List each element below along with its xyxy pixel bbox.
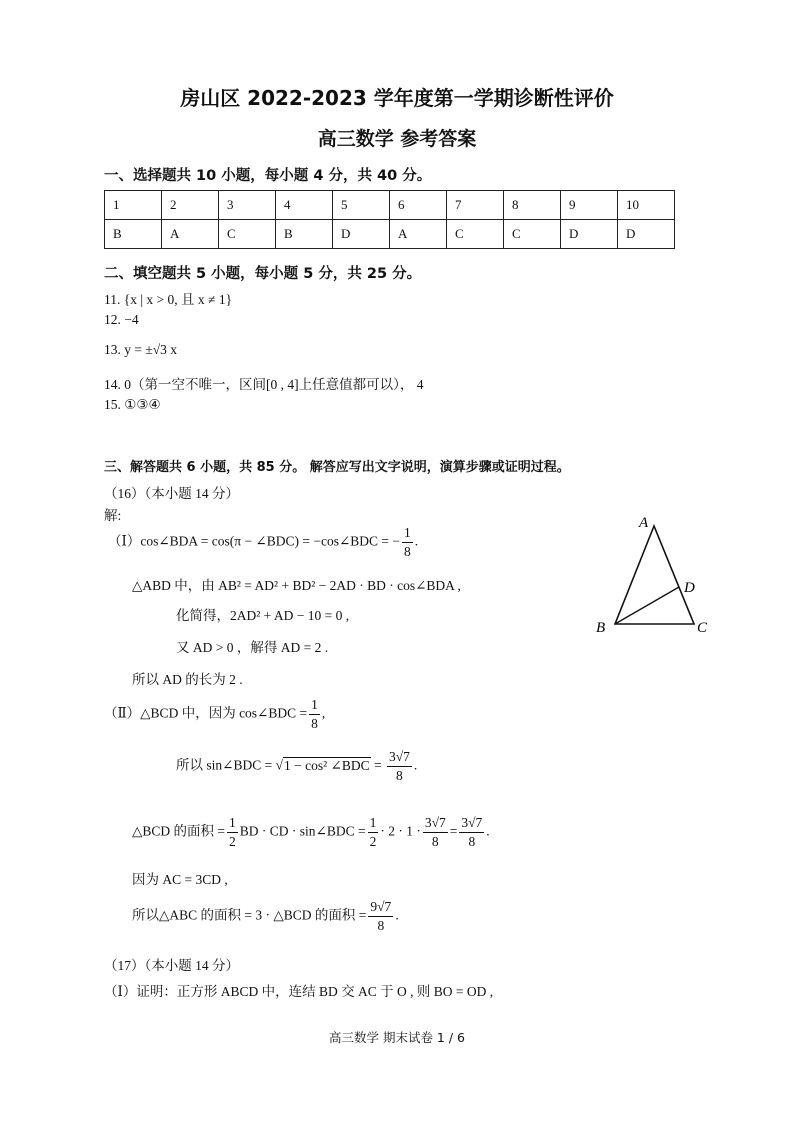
- fraction: [402, 524, 413, 561]
- table-cell: 4: [276, 191, 333, 220]
- solution-line-3: 化简得，2AD² + AD − 10 = 0 ,: [176, 608, 350, 623]
- fill-answer-13: 13. y = ±√3 x: [104, 342, 178, 357]
- fraction: [459, 814, 484, 851]
- numerator: 1: [368, 814, 379, 833]
- text: · 2 · 1 ·: [380, 823, 421, 839]
- table-cell: 5: [333, 191, 390, 220]
- fraction: [227, 814, 238, 851]
- table-cell: 1: [105, 191, 162, 220]
- solution-label: 解:: [104, 508, 122, 523]
- text: ,: [321, 705, 326, 721]
- text: .: [486, 823, 490, 839]
- denominator: 2: [369, 834, 377, 849]
- text: BD · CD · sin∠BDC =: [239, 823, 366, 839]
- denominator: 8: [468, 834, 476, 849]
- denominator: 8: [377, 918, 385, 933]
- section2-heading: 二、填空题共 5 小题，每小题 5 分，共 25 分。: [104, 266, 422, 282]
- segment-bd: [615, 587, 679, 624]
- table-cell: C: [219, 220, 276, 249]
- section1-heading: 一、选择题共 10 小题，每小题 4 分，共 40 分。: [104, 168, 432, 184]
- text: 所以△ABC 的面积 = 3 · △BCD 的面积 =: [132, 907, 367, 923]
- text: .: [414, 533, 419, 549]
- table-cell: B: [276, 220, 333, 249]
- numerator: 3√7: [423, 814, 448, 833]
- table-cell: D: [561, 220, 618, 249]
- solution-line-5: 所以 AD 的长为 2 .: [132, 672, 243, 687]
- solution-line-11: （Ⅰ）证明：正方形 ABCD 中，连结 BD 交 AC 于 O , 则 BO = OD ,: [104, 984, 494, 999]
- triangle-figure: [590, 510, 720, 640]
- page-subtitle: 高三数学 参考答案: [317, 128, 477, 150]
- text: .: [413, 757, 418, 773]
- text: =: [449, 823, 458, 839]
- solution-line-7: 所以 sin∠BDC = √1 − cos² ∠BDC = $\frac{3√7}{8}$ .: [176, 749, 418, 783]
- text: =: [370, 757, 385, 773]
- solution-line-9: 因为 AC = 3CD ,: [132, 872, 228, 887]
- table-cell: 2: [162, 191, 219, 220]
- table-cell: 3: [219, 191, 276, 220]
- text: △BCD 的面积 =: [132, 823, 226, 839]
- table-cell: B: [105, 220, 162, 249]
- answer-table: [104, 190, 675, 249]
- solution-line-4: 又 AD > 0 ，解得 AD = 2 .: [176, 640, 329, 655]
- label-c: C: [697, 620, 708, 636]
- table-cell: D: [618, 220, 675, 249]
- table-cell: 6: [390, 191, 447, 220]
- table-cell: D: [333, 220, 390, 249]
- table-row-numbers: [105, 191, 675, 220]
- solution-line-6: [104, 696, 325, 733]
- numerator: 3√7: [387, 748, 412, 767]
- table-cell: 8: [504, 191, 561, 220]
- fill-answer-15: 15. ①③④: [104, 397, 161, 412]
- table-cell: 9: [561, 191, 618, 220]
- fraction: [423, 814, 448, 851]
- label-b: B: [596, 620, 606, 636]
- table-cell: 7: [447, 191, 504, 220]
- fill-answer-12: 12. −4: [104, 312, 139, 327]
- denominator: 8: [311, 716, 318, 731]
- table-cell: A: [390, 220, 447, 249]
- fraction: [387, 748, 412, 785]
- denominator: 2: [229, 834, 236, 849]
- table-cell: 10: [618, 191, 675, 220]
- fraction: [368, 814, 379, 851]
- fill-answer-11: 11. {x | x > 0, 且 x ≠ 1}: [104, 292, 233, 307]
- solution-line-10: [132, 898, 399, 935]
- fill-answer-14: 14. 0（第一空不唯一，区间[0 , 4]上任意值都可以）， 4: [104, 377, 424, 392]
- numerator: 9√7: [368, 898, 393, 917]
- table-cell: C: [504, 220, 561, 249]
- section3-heading: 三、解答题共 6 小题，共 85 分。 解答应写出文字说明，演算步骤或证明过程。: [104, 460, 570, 475]
- text: （Ⅱ）△BCD 中，因为 cos∠BDC =: [104, 705, 308, 721]
- denominator: 8: [431, 834, 439, 849]
- solution-line-2: △ABD 中，由 AB² = AD² + BD² − 2AD · BD · cos∠BDA ,: [132, 578, 461, 593]
- label-a: A: [639, 515, 649, 531]
- page-footer: 高三数学 期末试卷 1 / 6: [328, 1030, 465, 1045]
- text: .: [395, 907, 399, 923]
- fraction: [309, 696, 320, 733]
- solution-line-1: [108, 524, 418, 561]
- fraction: [368, 898, 393, 935]
- table-cell: A: [162, 220, 219, 249]
- text: 所以 sin∠BDC =: [176, 757, 276, 773]
- numerator: 1: [309, 696, 320, 715]
- numerator: 1: [402, 524, 413, 543]
- numerator: 3√7: [459, 814, 484, 833]
- triangle-abc: [615, 526, 694, 624]
- table-cell: C: [447, 220, 504, 249]
- question-17-title: （17）（本小题 14 分）: [104, 958, 239, 973]
- question-16-title: （16）（本小题 14 分）: [104, 486, 239, 501]
- page-title: 房山区 2022-2023 学年度第一学期诊断性评价: [180, 86, 614, 110]
- denominator: 8: [404, 544, 411, 559]
- table-row-answers: [105, 220, 675, 249]
- denominator: 8: [396, 768, 403, 783]
- numerator: 1: [227, 814, 238, 833]
- label-d: D: [684, 580, 695, 596]
- text: （Ⅰ）cos∠BDA = cos(π − ∠BDC) = −cos∠BDC = −: [108, 533, 401, 549]
- solution-line-8: [132, 814, 490, 851]
- radical: 1 − cos² ∠BDC: [283, 757, 370, 773]
